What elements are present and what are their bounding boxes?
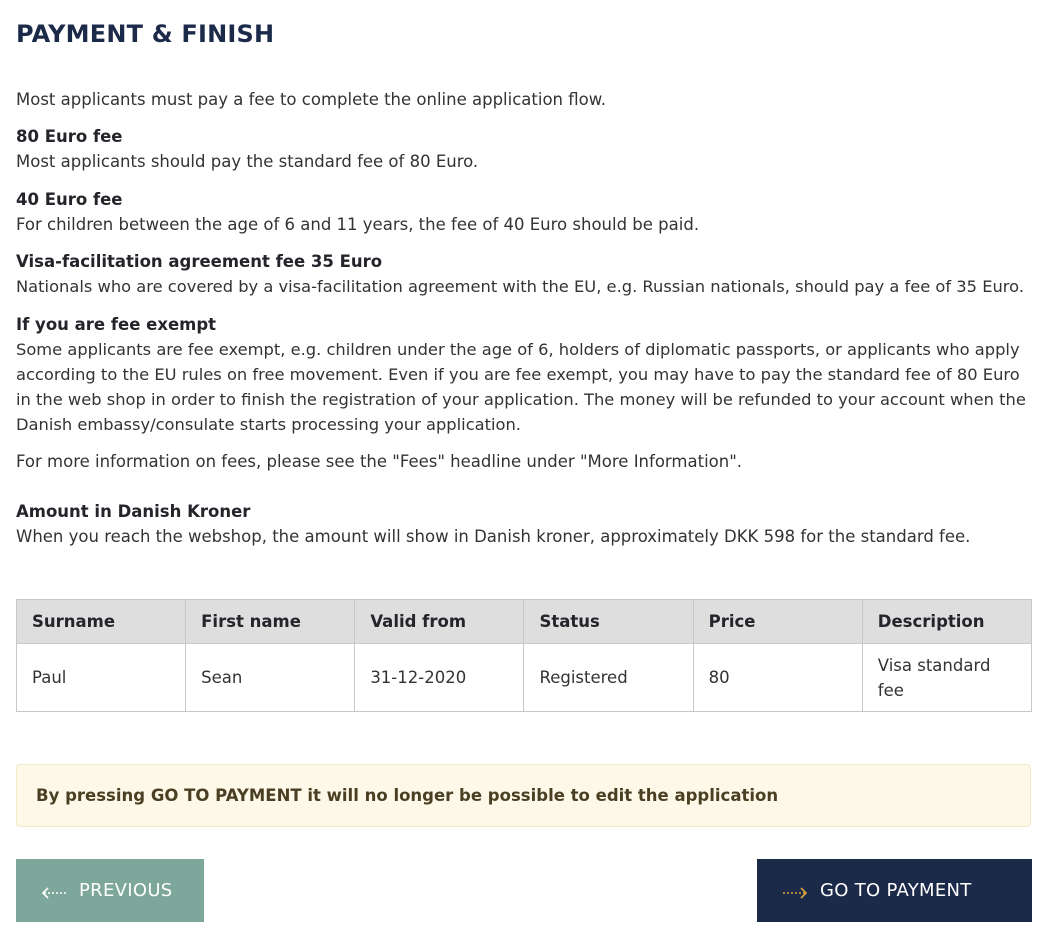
table-header-row xyxy=(17,600,1032,644)
page-title: PAYMENT & FINISH xyxy=(16,20,275,48)
cell-status: Registered xyxy=(524,644,693,712)
column-header-price: Price xyxy=(693,600,862,644)
column-header-surname: Surname xyxy=(17,600,186,644)
section-text-fee-exempt: Some applicants are fee exempt, e.g. children under the age of 6, holders of diplomatic passports, or applicants who apply according to the EU rules on free movement. Even if you are fee exempt, you may have to pay the standard fee of 80 Euro in the web shop in order to finish the registration of your application. The money will be refunded to your account when the Danish embassy/consulate starts processing your application. xyxy=(16,340,1026,434)
dkk-text: When you reach the webshop, the amount will show in Danish kroner, approximately DKK 598 for the standard fee. xyxy=(16,527,971,546)
section-text-40-euro: For children between the age of 6 and 11 years, the fee of 40 Euro should be paid. xyxy=(16,215,700,234)
cell-description: Visa standard fee xyxy=(862,644,1031,712)
column-header-valid-from: Valid from xyxy=(355,600,524,644)
column-header-first-name: First name xyxy=(186,600,355,644)
arrow-left-icon xyxy=(41,884,67,898)
cell-valid-from: 31-12-2020 xyxy=(355,644,524,712)
go-to-payment-button-label: GO TO PAYMENT xyxy=(820,880,972,901)
table-row xyxy=(17,644,1032,712)
cell-surname: Paul xyxy=(17,644,186,712)
section-heading-80-euro: 80 Euro fee xyxy=(16,127,123,146)
previous-button[interactable] xyxy=(16,859,204,922)
section-text-80-euro: Most applicants should pay the standard fee of 80 Euro. xyxy=(16,152,479,171)
cell-price: 80 xyxy=(693,644,862,712)
notice-text: By pressing GO TO PAYMENT it will no longer be possible to edit the application xyxy=(36,786,779,805)
section-text-visa-facilitation: Nationals who are covered by a visa-facilitation agreement with the EU, e.g. Russian nationals, should pay a fee of 35 Euro. xyxy=(16,277,1024,296)
previous-button-label: PREVIOUS xyxy=(79,880,173,901)
more-info-text: For more information on fees, please see the "Fees" headline under "More Information". xyxy=(16,452,743,471)
intro-text: Most applicants must pay a fee to complete the online application flow. xyxy=(16,90,606,109)
fee-table xyxy=(16,599,1032,712)
section-heading-visa-facilitation: Visa-facilitation agreement fee 35 Euro xyxy=(16,252,383,271)
arrow-right-icon xyxy=(782,884,808,898)
column-header-status: Status xyxy=(524,600,693,644)
column-header-description: Description xyxy=(862,600,1031,644)
section-heading-40-euro: 40 Euro fee xyxy=(16,190,123,209)
cell-first-name: Sean xyxy=(186,644,355,712)
section-heading-fee-exempt: If you are fee exempt xyxy=(16,315,217,334)
dkk-heading: Amount in Danish Kroner xyxy=(16,502,251,521)
payment-warning-notice xyxy=(16,764,1031,827)
go-to-payment-button[interactable] xyxy=(757,859,1032,922)
